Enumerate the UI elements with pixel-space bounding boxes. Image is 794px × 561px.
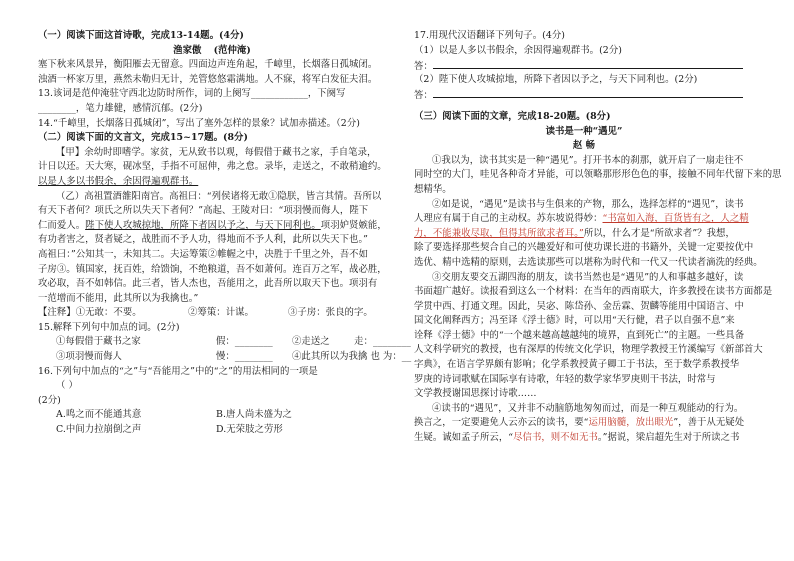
para3-line-2: 书面超广越好。读报看到这么一个材料：在当年的西南联大，许多教授在读书方面都是 — [414, 286, 773, 298]
jia-line-1: 【甲】余幼时即嗜学。家贫，无从致书以观，每假借于藏书之家，手自笔录， — [56, 146, 377, 158]
note-1: 【注释】①无敢：不要。 — [38, 307, 142, 319]
question-13-line-1: 13.该词是范仲淹驻守西北边防时所作，词的上阕写____________，下阕写 — [38, 88, 346, 100]
q15-item-c: ③项羽慢而侮人 — [56, 351, 122, 363]
yi-line-5: 高祖曰：”公知其一，未知其二。夫运筹策②帷幄之中，决胜于千里之外，吾不如 — [38, 248, 369, 260]
q15-answer-c: 慢：________ — [216, 351, 273, 363]
q17-item-1: （1）以是人多以书假余，余因得遍观群书。(2分) — [414, 44, 622, 56]
notes — [38, 306, 386, 321]
para4-line-3 — [414, 431, 754, 446]
yi-line-3c: 项羽妒贤嫉能， — [320, 219, 387, 231]
article-title: 读书是一种“遇见” — [545, 125, 623, 137]
section2-title: （二）阅读下面的文言文，完成15~17题。(8分) — [38, 132, 248, 144]
poem-author: (范仲淹) — [213, 44, 251, 56]
jia-line-3: 以是人多以书假余，余因得遍观群书。 — [38, 175, 199, 187]
q16-option-d: D.无荣肢之劳形 — [216, 424, 283, 436]
para2-line-3 — [414, 227, 754, 242]
answer-line-1[interactable] — [433, 58, 743, 69]
poem-line-1: 塞下秋来风景异，衡阳雁去无留意。四面边声连角起，千嶂里，长烟落日孤城闭。 — [38, 59, 378, 71]
q15-row-1 — [38, 335, 411, 350]
para3-line-1: ③交朋友要交五湖四海的朋友，读书当然也是“遇见”的人和事越多越好，读 — [432, 271, 744, 283]
note-3: ③子房：张良的字。 — [288, 307, 373, 319]
para3-line-3: 学贯中西、打通文理。因此，吴宓、陈岱孙、金岳霖、贺麟等能用中国语言、中 — [414, 300, 744, 312]
q16-options-row-1 — [38, 408, 386, 423]
para3-line-4: 国文化阐释西方；冯至译《浮士德》时，可以用“天行健，君子以自强不息”来 — [414, 315, 735, 327]
para4-line-3a: 生疑。诚如孟子所云，“ — [414, 432, 514, 444]
para1-line-1: ①我以为，读书其实是一种“遇见”。打开书本的刹那，就开启了一扇走往不 — [432, 154, 744, 166]
yi-line-7: 攻必取，吾不如韩信。此三者，皆人杰也，吾能用之，此吾所以取天下也。项羽有 — [38, 278, 378, 290]
question-17: 17.用现代汉语翻译下列句子。(4分) — [414, 30, 566, 41]
para2-quote-a: “书富如入海，百货皆有之，人之精 — [602, 213, 749, 225]
q15-answer-d: 也 为：__ — [370, 351, 412, 363]
q16-option-b: B.唐人尚未盛为之 — [216, 409, 292, 421]
yi-line-2: 有天下者何？项氏之所以失天下者何？”高起、王陵对曰：“项羽慢而侮人，陛下 — [38, 205, 369, 217]
para3-line-8: 罗庚的诗词歌赋在国际享有诗歌，年轻的数学家华罗庚则干书法，时常与 — [414, 373, 716, 385]
para2-line-4: 除了要选择那些契合自己的兴趣爱好和可使功课长进的书籍外，关键一定要按优中 — [414, 242, 754, 254]
section3-title: （三）阅读下面的文章，完成18-20题。(8分) — [414, 110, 611, 122]
para2-line-1: ②如是说，“遇见”是读书与生俱来的产物，那么，选择怎样的“遇见”，读书 — [432, 198, 744, 210]
para3-line-9: 文学教授谢国思探讨诗歌…… — [414, 388, 537, 400]
para4-line-2a: 换言之，一定要避免人云亦云的读书，要“ — [414, 417, 589, 429]
para4-line-3c: 。”据说，梁启超先生对于所读之书 — [597, 432, 740, 444]
answer-label-1: 答： — [414, 61, 433, 73]
question-14: 14.“千嶂里，长烟落日孤城闭”，写出了塞外怎样的景象？试加赤描述。（2分) — [38, 117, 360, 129]
para2-line-3b: 所以，什么才是“所欲求者”？我想， — [583, 227, 735, 239]
article-author: 赵 畅 — [572, 140, 596, 152]
para3-line-5: 诠释《浮士德》中的“一个越来越高越越纯的境界，直到死亡”的主题。一些具备 — [414, 329, 745, 341]
question-16-line-3: (2分) — [38, 394, 61, 406]
right-column — [414, 29, 782, 446]
poem-line-2: 浊酒一杯家万里，燕然未勒归无计，羌管悠悠霜满地。人不寐，将军白发征夫泪。 — [38, 73, 378, 85]
jia-line-2: 计日以还。天大寒，砚冰坚，手指不可屈伸，弗之怠。录毕，走送之，不敢稍逾约。 — [38, 161, 387, 173]
q15-item-a: ①每假借于藏书之家 — [56, 336, 141, 348]
question-15: 15.解释下列句中加点的词。(2分) — [38, 321, 180, 333]
note-2: ②筹策：计谋。 — [188, 307, 254, 319]
para1-line-2: 同时空的大门，哇见各种奇才异能，可以领略那形形色色的事，接触不同年代留下来的思 — [414, 169, 782, 181]
yi-line-3 — [38, 219, 386, 234]
para2-line-2 — [414, 212, 754, 227]
para1-line-3: 想精华。 — [414, 183, 452, 195]
q16-option-a: A.鸣之而不能通其意 — [56, 409, 142, 421]
para4-quote-b: 尽信书，则不如无书 — [513, 432, 598, 444]
q16-options-row-2 — [38, 423, 386, 438]
yi-line-8: 一范增而不能用，此其所以为我擒也。” — [38, 292, 199, 304]
q17-item-2: （2）陛下使人攻城掠地，所降下者因以予之，与天下同利也。(2分) — [414, 73, 698, 85]
q17-answer-1 — [414, 58, 754, 73]
q16-option-c: C.中间力拉崩倒之声 — [56, 424, 142, 436]
answer-line-2[interactable] — [433, 87, 743, 98]
para4-quote-a: 运用脑髓，放出眼光 — [588, 417, 674, 429]
section1-title: （一）阅读下面这首诗歌，完成13-14题。(4分) — [38, 30, 245, 41]
q15-item-d: ④此其所以为我擒 — [292, 351, 368, 363]
para3-line-6: 人文科学研究的教授，也有深厚的传统文化学识，物理学教授王竹溪编写《新部首大 — [414, 344, 763, 356]
q15-row-2 — [38, 350, 412, 365]
q15-answer-b: 走：________ — [354, 336, 411, 348]
poem-heading — [38, 44, 386, 59]
para4-line-2 — [414, 416, 754, 431]
para4-line-1: ④读书的“遇见”，又并非不动脑筋地匆匆而过，而是一种互观能动的行为。 — [432, 402, 744, 414]
question-13-line-2: ________，笔力雄健，感情沉郁。(2分) — [38, 102, 203, 114]
para2-quote-b: 力，不能兼收尽取，但得其所欲求者耳。” — [414, 227, 584, 239]
para2-line-5: 选优、精中选精的原则，去选读那些可以堪称为时代和一代又一代读者滴洗的经典。 — [414, 256, 763, 268]
left-column — [38, 29, 412, 438]
answer-label-2: 答： — [414, 90, 433, 102]
q15-item-b: ②走送之 — [292, 336, 330, 348]
yi-line-3a: 仁而爱人。 — [38, 219, 86, 231]
q15-answer-a: 假：________ — [216, 336, 273, 348]
yi-line-6: 子房③。镇国家，抚百姓，给馈饷，不绝粮道，吾不如萧何。连百万之军，战必胜， — [38, 263, 387, 275]
yi-line-4: 有功者害之，贤者疑之，战胜而不予人功，得地而不予人利，此所以失天下也。” — [38, 234, 369, 246]
para4-line-2c: ”，善于从无疑处 — [673, 417, 745, 429]
yi-line-1: （乙）高祖置酒雒阳南宫。高祖曰：“列侯诸将无敢①隐朕，皆言其情。吾所以 — [56, 190, 382, 202]
question-16-line-1: 16.下列句中加点的“之”与“吾能用之”中的“之”的用法相同的一项是 — [38, 365, 318, 377]
question-16-line-2: （ ） — [56, 380, 78, 392]
q17-answer-2 — [414, 87, 754, 102]
yi-line-3b: 陛下使人攻城掠地，所降下者因以予之，与天下同利也。 — [85, 219, 321, 231]
para2-line-2a: 人理应有属于自己的主动权。苏东坡说得妙： — [414, 213, 603, 225]
poem-title: 渔家傲 — [173, 44, 202, 56]
para3-line-7: 字典》，在语言学界颇有影响；化学系教授黄子卿工于书法，至于数学系教授华 — [414, 359, 740, 371]
